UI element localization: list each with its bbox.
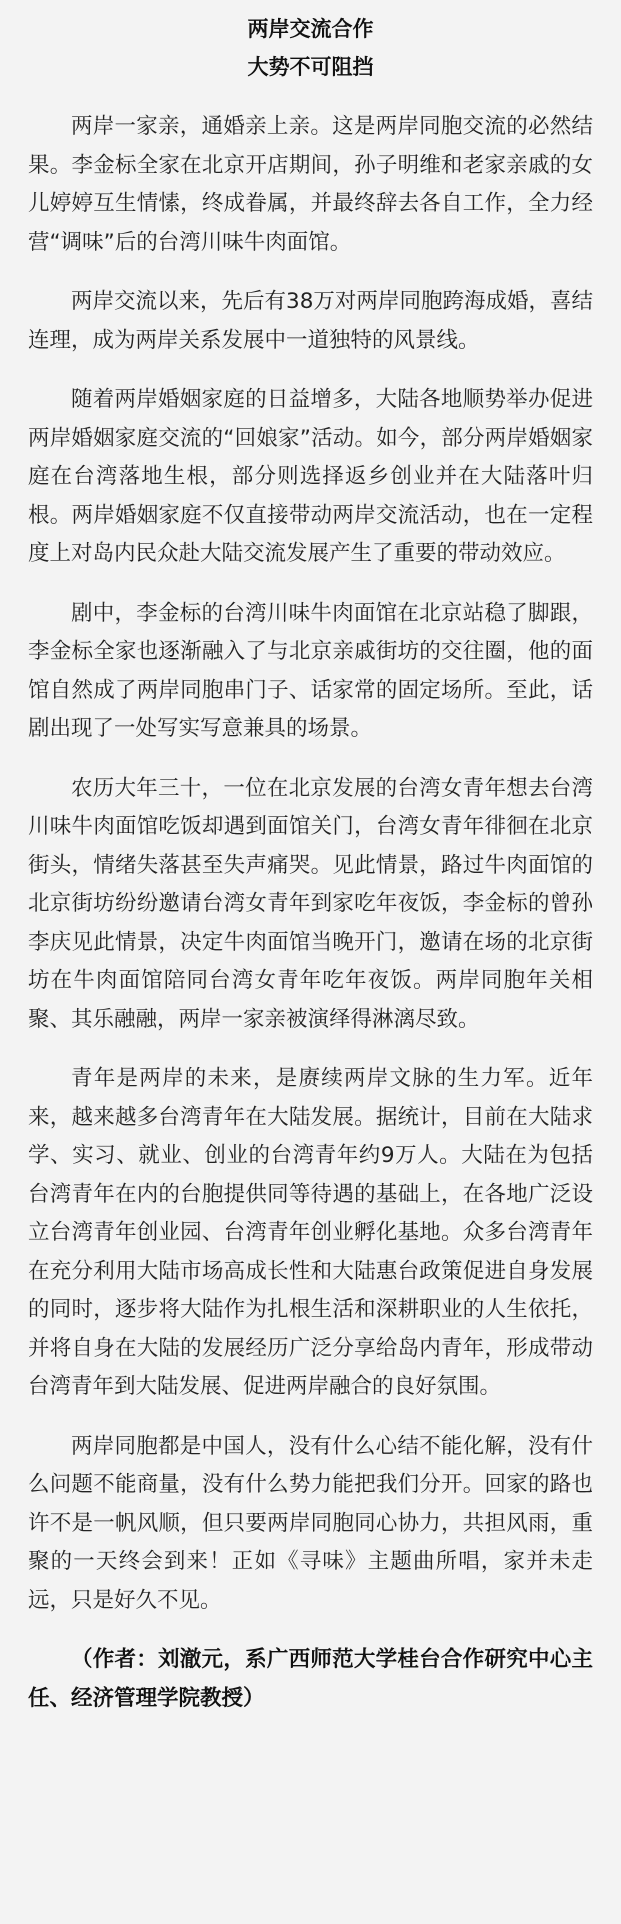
article-title xyxy=(28,10,593,86)
paragraph-4: 剧中，李金标的台湾川味牛肉面馆在北京站稳了脚跟，李金标全家也逐渐融入了与北京亲戚街坊的交往圈，他的面馆自然成了两岸同胞串门子、话家常的固定场所。至此，话剧出现了一处写实写意兼具的场景。 xyxy=(28,600,593,741)
paragraph-2: 两岸交流以来，先后有38万对两岸同胞跨海成婚，喜结连理，成为两岸关系发展中一道独特的风景线。 xyxy=(28,289,593,353)
title-line-1: 两岸交流合作 xyxy=(247,17,374,41)
paragraph-6: 青年是两岸的未来，是赓续两岸文脉的生力军。近年来，越来越多台湾青年在大陆发展。据统计，目前在大陆求学、实习、就业、创业的台湾青年约9万人。大陆在为包括台湾青年在内的台胞提供同等待遇的基础上，在各地广泛设立台湾青年创业园、台湾青年创业孵化基地。众多台湾青年在充分利用大陆市场高成长性和大陆惠台政策促进自身发展的同时，逐步将大陆作为扎根生活和深耕职业的人生依托，并将自身在大陆的发展经历广泛分享给岛内青年，形成带动台湾青年到大陆发展、促进两岸融合的良好氛围。 xyxy=(28,1066,593,1399)
paragraph-1: 两岸一家亲，通婚亲上亲。这是两岸同胞交流的必然结果。李金标全家在北京开店期间，孙子明维和老家亲戚的女儿婷婷互生情愫，终成眷属，并最终辞去各自工作，全力经营“调味”后的台湾川味牛肉面馆。 xyxy=(28,114,593,255)
paragraph-5: 农历大年三十，一位在北京发展的台湾女青年想去台湾川味牛肉面馆吃饭却遇到面馆关门，台湾女青年徘徊在北京街头，情绪失落甚至失声痛哭。见此情景，路过牛肉面馆的北京街坊纷纷邀请台湾女青年到家吃年夜饭，李金标的曾孙李庆见此情景，决定牛肉面馆当晚开门，邀请在场的北京街坊在牛肉面馆陪同台湾女青年吃年夜饭。两岸同胞年关相聚、其乐融融，两岸一家亲被演绎得淋漓尽致。 xyxy=(28,775,593,1032)
author-credit: （作者：刘澈元，系广西师范大学桂台合作研究中心主任、经济管理学院教授） xyxy=(28,1647,593,1711)
paragraph-7: 两岸同胞都是中国人，没有什么心结不能化解，没有什么问题不能商量，没有什么势力能把我们分开。回家的路也许不是一帆风顺，但只要两岸同胞同心协力，共担风雨，重聚的一天终会到来！正如《寻味》主题曲所唱，家并未走远，只是好久不见。 xyxy=(28,1433,593,1613)
title-line-2: 大势不可阻挡 xyxy=(247,55,374,79)
paragraph-3: 随着两岸婚姻家庭的日益增多，大陆各地顺势举办促进两岸婚姻家庭交流的“回娘家”活动。如今，部分两岸婚姻家庭在台湾落地生根，部分则选择返乡创业并在大陆落叶归根。两岸婚姻家庭不仅直接带动两岸交流活动，也在一定程度上对岛内民众赴大陆交流发展产生了重要的带动效应。 xyxy=(28,387,593,566)
